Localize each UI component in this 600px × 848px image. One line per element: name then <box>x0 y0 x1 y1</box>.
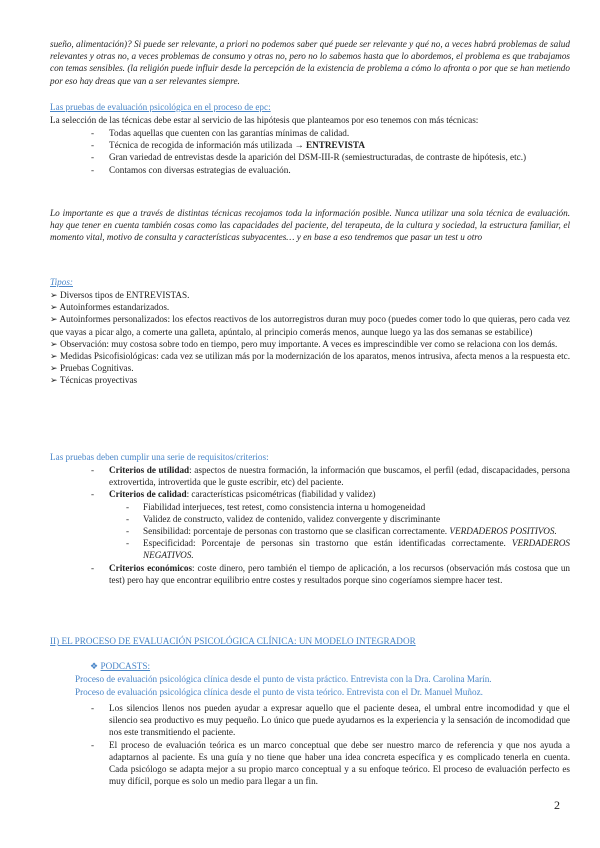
pruebas-item <box>50 139 570 151</box>
pruebas-list <box>50 127 570 176</box>
requisitos-heading: Las pruebas deben cumplir una serie de requisitos/criterios: <box>50 452 269 462</box>
tipos-item: ➢ Autoinformes personalizados: los efectos reactivos de los autorregistros duran muy poco (puedes comer todo lo que quieras, pero cada vez que vayas a picar algo, a comerte una galleta, apúntalo, al principio comerás menos, aunque luego ya las dos semanas se estabilice) <box>50 314 570 337</box>
pruebas-item-text: Todas aquellas que cuenten con las garantías mínimas de calidad. <box>109 128 350 138</box>
podcasts-label: ❖ PODCASTS: <box>90 661 151 671</box>
italic-paragraph: Lo importante es que a través de distintas técnicas recojamos toda la información posible. Nunca utilizar una sola técnica de evaluación. hay que tener en cuenta también cosas como las capacidades del paciente, del terapeuta, de la cultura y sociedad, la estructura familiar, el momento vital, motivo de consulta y características subyacentes… y en base a eso tendremos que pasar un test u otro <box>50 208 570 243</box>
tipos-item: ➢ Técnicas proyectivas <box>50 375 138 386</box>
calidad-item: - Fiabilidad interjueces, test retest, como consistencia interna u homogeneidad <box>50 501 570 513</box>
modelo-item: - El proceso de evaluación teórica es un marco conceptual que debe ser nuestro marco de referencia y que nos ayuda a adaptarnos al paciente. Es una guía y no tiene que haber una idea concreta específica y es complicado tenerla en cuenta. Cada psicólogo se adapta mejor a su propio marco conceptual y a su enfoque teórico. El proceso de evaluación perfecto es muy difícil, porque es solo un medio para llegar a un fin. <box>50 739 570 788</box>
pruebas-heading: Las pruebas de evaluación psicológica en el proceso de epc: <box>50 102 271 112</box>
requisitos-list <box>50 464 570 586</box>
tipos-item: ➢ Autoinformes estandarizados. <box>50 302 170 313</box>
tipos-heading: Tipos: <box>50 277 73 287</box>
pruebas-item <box>50 164 570 176</box>
pruebas-intro: La selección de las técnicas debe estar al servicio de las hipótesis que planteamos por eso tenemos con más técnicas: <box>50 115 479 125</box>
tipos-item: ➢ Pruebas Cognitivas. <box>50 363 134 374</box>
modelo-heading: II) EL PROCESO DE EVALUACIÓN PSICOLÓGICA CLÍNICA: UN MODELO INTEGRADOR <box>50 636 416 646</box>
criterio-calidad: - Criterios de calidad: características psicométricas (fiabilidad y validez) <box>50 488 570 500</box>
pruebas-item <box>50 127 570 139</box>
modelo-list <box>50 702 570 787</box>
pruebas-item-bold: ENTREVISTA <box>305 140 365 151</box>
criterio-utilidad: - Criterios de utilidad: aspectos de nuestra formación, la información que buscamos, el perfil (edad, discapacidades, persona extrovertida, introvertida que le guste escribir, etc) del paciente. <box>50 464 570 488</box>
tipos-item: ➢ Diversos tipos de ENTREVISTAS. <box>50 290 190 300</box>
tipos-item: ➢ Medidas Psicofisiológicas: cada vez se utilizan más por la modernización de los aparatos, menos intrusiva, afecta menos a la respuesta etc. <box>50 351 570 362</box>
podcast-link-teorico[interactable]: Proceso de evaluación psicológica clínica desde el punto de vista teórico. Entrevista con el Dr. Manuel Muñoz. <box>75 687 483 697</box>
modelo-item: - Los silencios llenos nos pueden ayudar a expresar aquello que el paciente desea, el umbral entre incomodidad y que el silencio sea productivo es muy pequeño. Lo único que puede ayudarnos es la experiencia y la sensación de incomodidad que nos este transmitiendo el paciente. <box>50 702 570 739</box>
criterio-economico: - Criterios económicos: coste dinero, pero también el tiempo de aplicación, a los recursos (observación más costosa que un test) pero hay que encontrar equilibrio entre costes y resultados porque sino cogeríamos siempre hacer test. <box>50 562 570 586</box>
pruebas-item <box>50 151 570 163</box>
tipos-item: ➢ Observación: muy costosa sobre todo en tiempo, pero muy importante. A veces es imprescindible ver como se relaciona con los demás. <box>50 338 558 349</box>
calidad-item: - Especificidad: Porcentaje de personas sin trastorno que están identificadas correctamente. VERDADEROS NEGATIVOS. <box>50 537 570 561</box>
pruebas-item-text: Gran variedad de entrevistas desde la aparición del DSM-III-R (semiestructuradas, de contraste de hipótesis, etc.) <box>109 152 527 163</box>
pruebas-item-text: Contamos con diversas estrategias de evaluación. <box>109 164 291 175</box>
tipos-list <box>50 289 570 387</box>
podcast-link-practico[interactable]: Proceso de evaluación psicológica clínica desde el punto de vista práctico. Entrevista con la Dra. Carolina Marín. <box>75 674 492 684</box>
calidad-item: - Validez de constructo, validez de contenido, validez convergente y discriminante <box>50 513 570 525</box>
page-number: 2 <box>554 798 560 812</box>
pruebas-item-text: Técnica de recogida de información más utilizada → <box>109 140 306 151</box>
intro-paragraph: sueño, alimentación)? Si puede ser relevante, a priori no podemos saber qué puede ser relevante y qué no, a veces habrá problemas de salud relevantes y otras no, a veces problemas de consumo y otras no, pero no lo sabemos hasta que lo abordemos, el problema es que trabajamos con temas sensibles. (la religión puede influir desde la percepción de la existencia de problema a cómo lo afronta o por que se han metiendo por eso hay dreas que van a ser relevantes siempre. <box>50 39 570 86</box>
calidad-item: - Sensibilidad: porcentaje de personas con trastorno que se clasifican correctamente. VERDADEROS POSITIVOS. <box>50 525 570 537</box>
